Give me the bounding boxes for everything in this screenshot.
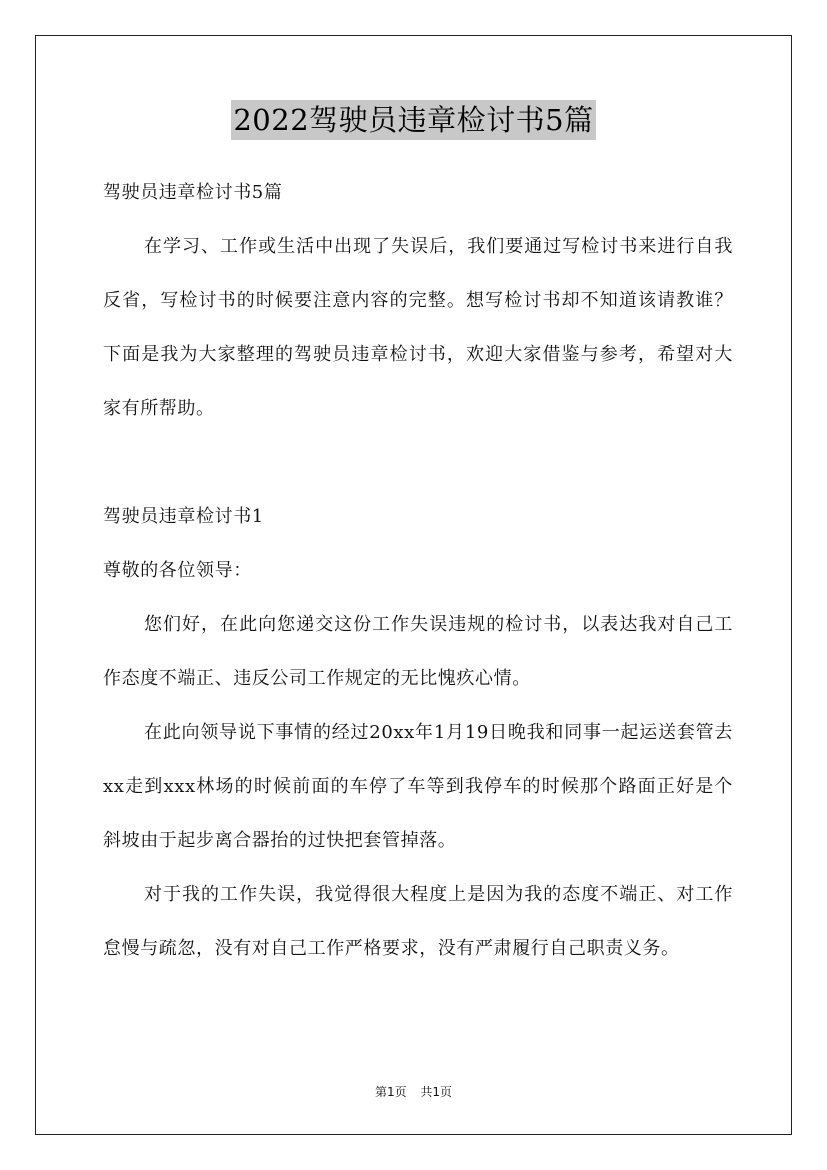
document-body	[103, 166, 733, 976]
body-paragraph: 对于我的工作失误，我觉得很大程度上是因为我的态度不端正、对工作怠慢与疏忽，没有对自己工作严格要求，没有严肃履行自己职责义务。	[103, 884, 733, 959]
title-wrap	[0, 100, 827, 140]
section-spacer	[103, 436, 733, 490]
page-footer	[0, 1083, 827, 1100]
document-title: 2022驾驶员违章检讨书5篇	[231, 100, 595, 140]
document-subtitle: 驾驶员违章检讨书5篇	[103, 182, 283, 203]
salutation: 尊敬的各位领导：	[103, 560, 252, 581]
page-number-total: 共1页	[420, 1085, 453, 1099]
body-paragraph: 您们好，在此向您递交这份工作失误违规的检讨书，以表达我对自己工作态度不端正、违反公司工作规定的无比愧疚心情。	[103, 614, 733, 689]
page-number-current: 第1页	[374, 1085, 407, 1099]
intro-paragraph: 在学习、工作或生活中出现了失误后，我们要通过写检讨书来进行自我反省，写检讨书的时候要注意内容的完整。想写检讨书却不知道该请教谁？下面是我为大家整理的驾驶员违章检讨书，欢迎大家借鉴与参考，希望对大家有所帮助。	[103, 236, 733, 419]
section-heading: 驾驶员违章检讨书1	[103, 506, 264, 527]
body-paragraph: 在此向领导说下事情的经过20xx年1月19日晚我和同事一起运送套管去xx走到xxx林场的时候前面的车停了车等到我停车的时候那个路面正好是个斜坡由于起步离合器抬的过快把套管掉落。	[103, 722, 733, 851]
